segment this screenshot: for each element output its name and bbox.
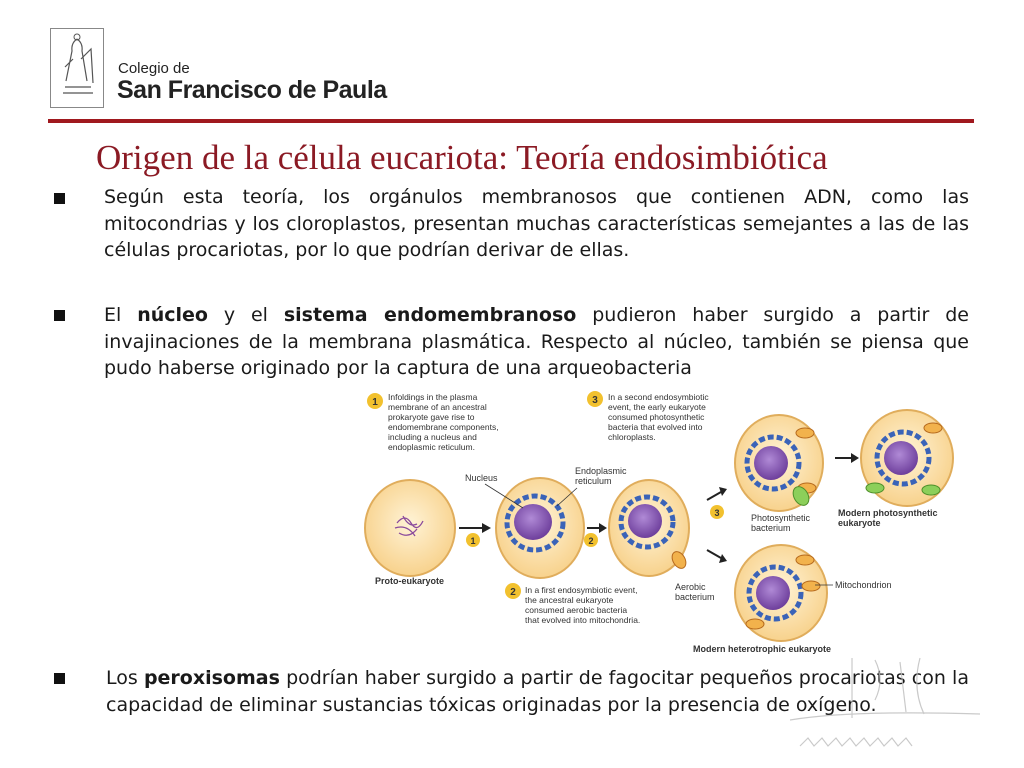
endosymbiosis-diagram bbox=[355, 388, 970, 656]
svg-text:membrane of an ancestral: membrane of an ancestral bbox=[388, 402, 487, 412]
watermark-scribble bbox=[780, 650, 990, 765]
svg-text:endoplasmic reticulum.: endoplasmic reticulum. bbox=[388, 442, 475, 452]
svg-text:Modern photosynthetic: Modern photosynthetic bbox=[838, 508, 938, 518]
svg-text:1: 1 bbox=[470, 536, 476, 546]
logo-line1: Colegio de bbox=[118, 60, 190, 77]
bullet-text-3: Los peroxisomas podrían haber surgido a partir de fagocitar pequeños procariotas con la capacidad de eliminar sustancias tóxicas originadas por la presencia de oxígeno. bbox=[106, 667, 969, 716]
svg-text:Endoplasmic: Endoplasmic bbox=[575, 466, 627, 476]
svg-text:bacterium: bacterium bbox=[675, 592, 715, 602]
svg-text:chloroplasts.: chloroplasts. bbox=[608, 432, 656, 442]
bullet-text-2: El núcleo y el sistema endomembranoso pudieron haber surgido a partir de invajinaciones de la membrana plasmática. Respecto al núcleo, también se piensa que pudo haberse originado por la captura de una arqueobacteria bbox=[104, 304, 969, 380]
step-3-description bbox=[608, 392, 709, 442]
photosynthetic-intermediate-cell bbox=[735, 415, 823, 511]
title-divider bbox=[48, 119, 974, 123]
svg-text:1: 1 bbox=[372, 397, 378, 408]
svg-text:including a nucleus and: including a nucleus and bbox=[388, 432, 477, 442]
modern-heterotrophic-eukaryote-cell bbox=[735, 545, 827, 641]
svg-text:the ancestral eukaryote: the ancestral eukaryote bbox=[525, 595, 614, 605]
step-1-description bbox=[388, 392, 499, 452]
svg-text:prokaryote gave rise to: prokaryote gave rise to bbox=[388, 412, 475, 422]
bullet-marker-1 bbox=[54, 193, 65, 204]
svg-text:Photosynthetic: Photosynthetic bbox=[751, 513, 811, 523]
term-sistema-endomembranoso: sistema endomembranoso bbox=[283, 304, 577, 326]
arrow-to-heterotrophic bbox=[707, 550, 721, 558]
bullet-marker-3 bbox=[54, 673, 65, 684]
bullet-marker-2 bbox=[54, 310, 65, 321]
svg-text:bacteria that evolved into: bacteria that evolved into bbox=[608, 422, 703, 432]
step-2-description bbox=[525, 585, 640, 625]
svg-text:2: 2 bbox=[588, 536, 594, 546]
svg-text:2: 2 bbox=[510, 587, 516, 598]
svg-text:Mitochondrion: Mitochondrion bbox=[835, 580, 892, 590]
svg-text:In a second endosymbiotic: In a second endosymbiotic bbox=[608, 392, 709, 402]
svg-text:Proto-eukaryote: Proto-eukaryote bbox=[375, 576, 445, 586]
term-nucleo: núcleo bbox=[137, 304, 208, 326]
svg-text:that evolved into mitochondria: that evolved into mitochondria. bbox=[525, 615, 641, 625]
svg-text:3: 3 bbox=[714, 508, 720, 518]
svg-text:3: 3 bbox=[592, 395, 598, 406]
svg-text:Nucleus: Nucleus bbox=[465, 473, 498, 483]
slide-title: Origen de la célula eucariota: Teoría endosimbiótica bbox=[96, 138, 828, 177]
svg-text:Modern heterotrophic eukaryote: Modern heterotrophic eukaryote bbox=[693, 644, 832, 654]
svg-text:consumed photosynthetic: consumed photosynthetic bbox=[608, 412, 705, 422]
arrow-to-photosynthetic bbox=[707, 492, 721, 500]
term-peroxisomas: peroxisomas bbox=[143, 667, 280, 689]
proto-eukaryote-cell bbox=[365, 480, 455, 576]
modern-photosynthetic-eukaryote-cell bbox=[861, 410, 953, 506]
svg-text:Infoldings in the plasma: Infoldings in the plasma bbox=[388, 392, 478, 402]
ancestral-eukaryote-cell bbox=[609, 480, 689, 576]
saint-figure-icon bbox=[51, 29, 103, 107]
svg-text:bacterium: bacterium bbox=[751, 523, 791, 533]
svg-text:eukaryote: eukaryote bbox=[838, 518, 881, 528]
svg-text:In a first endosymbiotic event: In a first endosymbiotic event, bbox=[525, 585, 638, 595]
svg-text:Aerobic: Aerobic bbox=[675, 582, 706, 592]
svg-text:event, the early eukaryote: event, the early eukaryote bbox=[608, 402, 706, 412]
logo-line2: San Francisco de Paula bbox=[117, 76, 387, 104]
school-logo bbox=[50, 28, 104, 108]
svg-text:consumed aerobic bacteria: consumed aerobic bacteria bbox=[525, 605, 628, 615]
bullet-text-1: Según esta teoría, los orgánulos membranosos que contienen ADN, como las mitocondrias y los cloroplastos, presentan muchas características semejantes a las de las células procariotas, por lo que podrían derivar de ellas. bbox=[104, 186, 969, 262]
early-eukaryote-cell bbox=[496, 478, 584, 578]
svg-text:endomembrane components,: endomembrane components, bbox=[388, 422, 499, 432]
svg-text:reticulum: reticulum bbox=[575, 476, 612, 486]
